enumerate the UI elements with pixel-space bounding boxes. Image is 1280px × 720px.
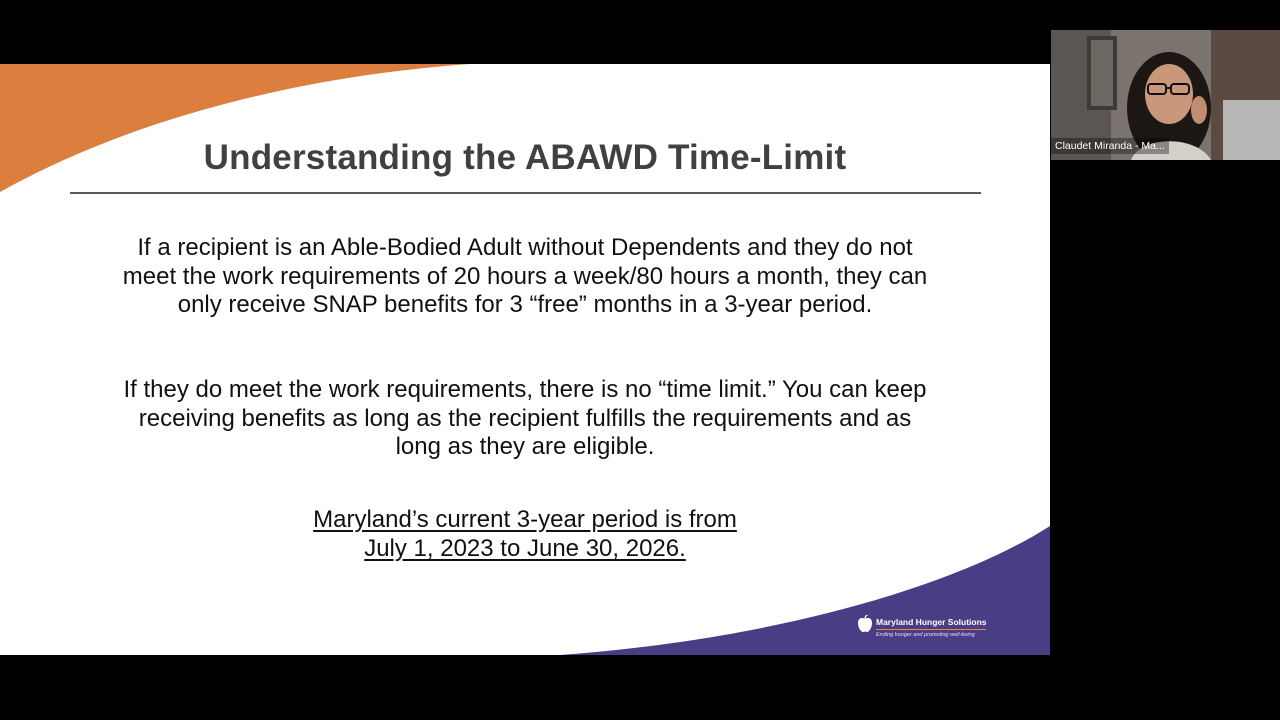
logo-tagline: Ending hunger and promoting well-being (876, 632, 975, 638)
slide-title: Understanding the ABAWD Time-Limit (203, 138, 847, 177)
maryland-period-note (200, 505, 850, 563)
paragraph-no-time-limit: If they do meet the work requirements, there is no “time limit.” You can keep receiving benefits as long as the recipient fulfills the requirements and as long as they are eligible. (123, 376, 927, 460)
maryland-period-line-2: July 1, 2023 to June 30, 2026. (364, 535, 686, 562)
apple-icon (858, 615, 872, 633)
presentation-slide (0, 64, 1050, 655)
title-divider (70, 192, 981, 194)
maryland-period-line-1: Maryland’s current 3-year period is from (313, 506, 737, 533)
paragraph-time-limit: If a recipient is an Able-Bodied Adult without Dependents and they do not meet the work requirements of 20 hours a week/80 hours a month, they can only receive SNAP benefits for 3 “free” months in a 3-year period. (122, 234, 928, 318)
logo-name: Maryland Hunger Solutions (876, 617, 987, 627)
maryland-hunger-solutions-logo (858, 613, 1018, 645)
participant-video-tile[interactable] (1051, 30, 1280, 160)
participant-name-label: Claudet Miranda - Ma... (1051, 138, 1169, 154)
logo-divider (876, 629, 986, 630)
